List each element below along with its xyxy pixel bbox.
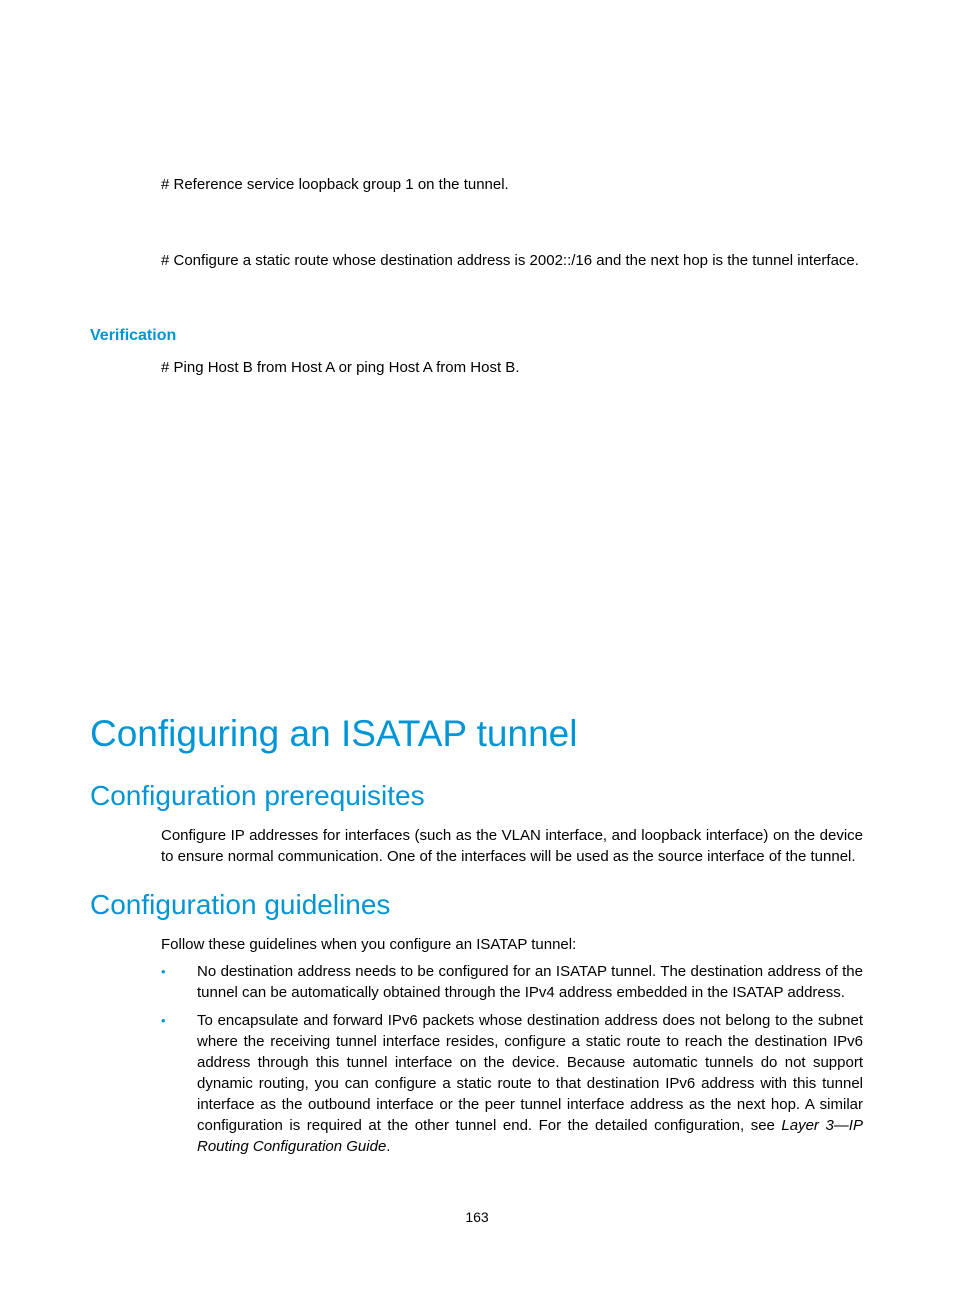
bullet-end: . <box>386 1138 391 1155</box>
loopback-instruction: # Reference service loopback group 1 on the tunnel. <box>161 176 509 193</box>
bullet-text: No destination address needs to be configured for an ISATAP tunnel. The destination address of the tunnel can be automatically obtained through the IPv4 address embedded in the ISATAP address. <box>197 963 863 1001</box>
page-number: 163 <box>465 1209 489 1225</box>
prerequisites-body: Configure IP addresses for interfaces (such as the VLAN interface, and loopback interface) on the device to ensure normal communication. One of the interfaces will be used as the source interface of the tunnel. <box>161 827 863 865</box>
bullet-icon: • <box>161 964 166 979</box>
guidelines-heading: Configuration guidelines <box>90 889 391 920</box>
chapter-title: Configuring an ISATAP tunnel <box>90 713 578 754</box>
guidelines-list <box>161 961 863 1164</box>
guide-reference: Layer 3—IP Routing Configuration Guide <box>197 1117 863 1155</box>
guidelines-intro: Follow these guidelines when you configure an ISATAP tunnel: <box>161 936 577 953</box>
bullet-icon: • <box>161 1013 166 1028</box>
list-item <box>161 1010 863 1157</box>
prerequisites-heading: Configuration prerequisites <box>90 780 425 811</box>
static-route-instruction: # Configure a static route whose destination address is 2002::/16 and the next hop is the tunnel interface. <box>161 252 859 269</box>
ping-instruction: # Ping Host B from Host A or ping Host A from Host B. <box>161 359 520 376</box>
list-item <box>161 961 863 1003</box>
bullet-text: To encapsulate and forward IPv6 packets whose destination address does not belong to the subnet where the receiving tunnel interface resides, configure a static route to reach the destination IPv6 address through this tunnel interface on the device. Because automatic tunnels do not support dynamic routing, you can configure a static route to that destination IPv6 address with this tunnel interface as the outbound interface or the peer tunnel interface address as the next hop. A similar configuration is required at the other tunnel end. For the detailed configuration, see <box>197 1012 863 1134</box>
verification-heading: Verification <box>90 327 177 344</box>
